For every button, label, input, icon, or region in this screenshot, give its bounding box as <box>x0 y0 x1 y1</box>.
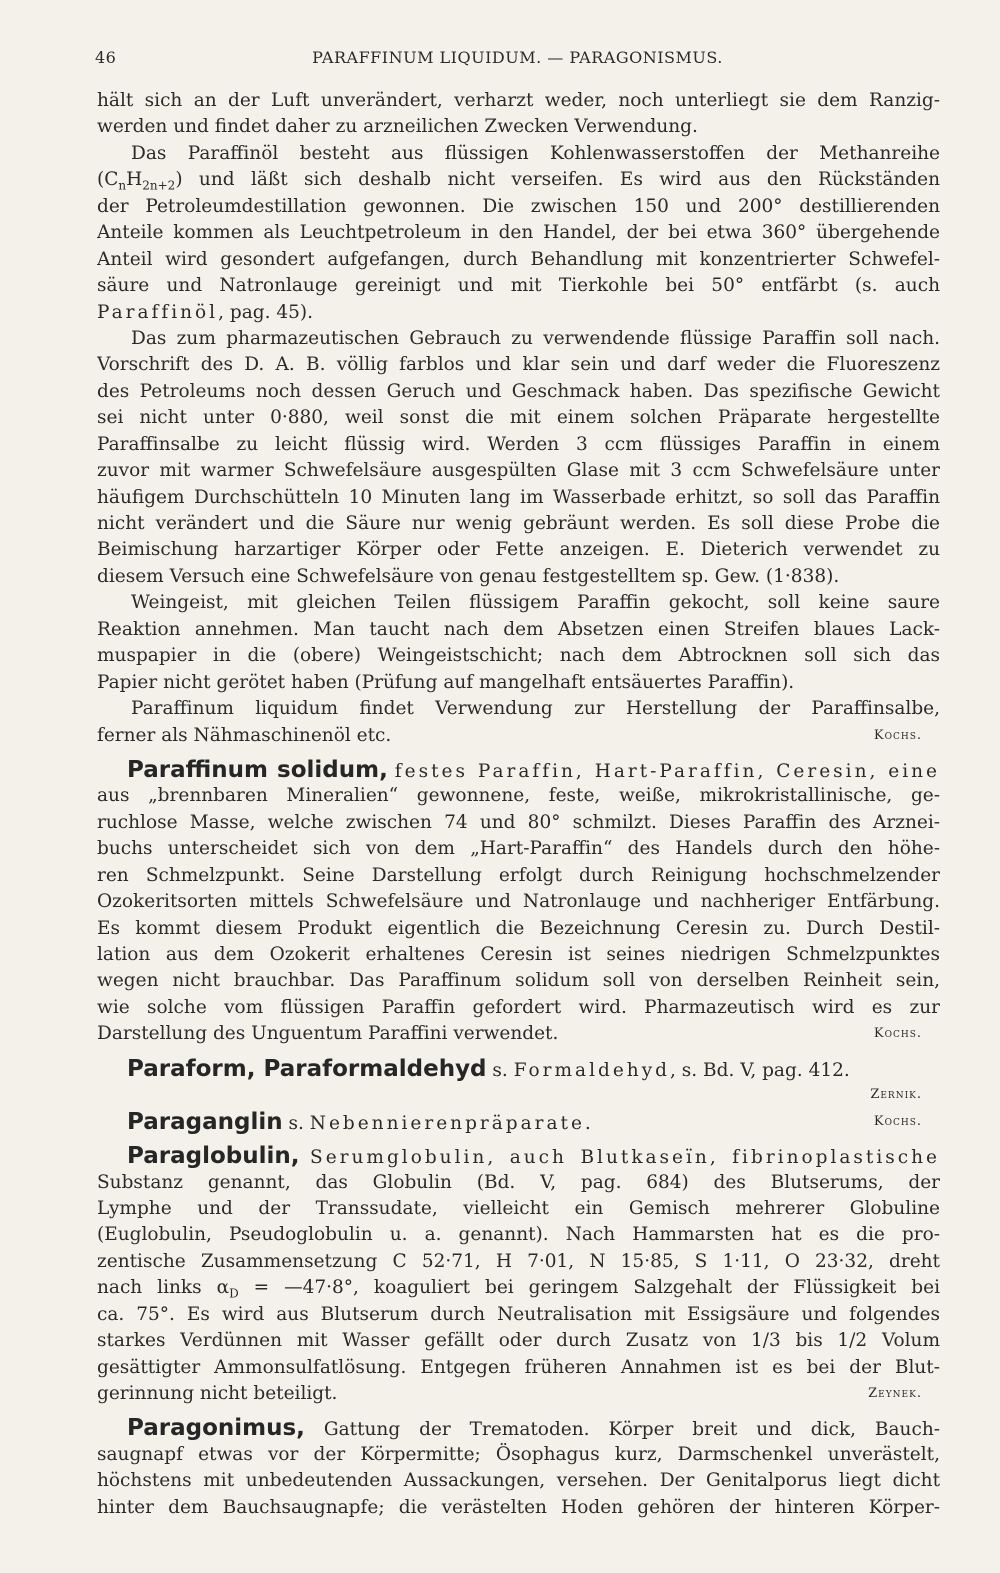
text-line: wie solche vom flüssigen Paraffin gefordert wird. Pharmazeutisch wird es zur <box>97 996 940 1018</box>
text-line: zuvor mit warmer Schwefelsäure ausgespülten Glase mit 3 ccm Schwefelsäure unter <box>97 460 940 482</box>
text-line <box>97 1381 940 1407</box>
entry-headline <box>97 1415 940 1441</box>
text-fragment: = —47·8°, koaguliert bei geringem Salzgehalt der Flüssigkeit bei <box>238 1277 940 1299</box>
text-line: Vorschrift des D. A. B. völlig farblos und klar sein und darf weder die Fluoreszenz <box>97 354 940 376</box>
entry-keyword: Paraform, Paraformaldehyd <box>127 1055 487 1082</box>
text-line: werden und findet daher zu arzneilichen Zwecken Verwendung. <box>97 116 698 138</box>
author-signature: Kochs. <box>873 1113 922 1129</box>
text-fragment: , pag. 45). <box>218 301 313 323</box>
text-line: buchs unterscheidet sich von dem „Hart-Paraffin“ des Handels durch den höhe- <box>97 838 940 860</box>
spacer <box>97 1048 940 1056</box>
text-line: Lymphe und der Transsudate, vielleicht ein Gemisch mehrerer Globuline <box>97 1197 940 1219</box>
text-line: ren Schmelzpunkt. Seine Darstellung erfolgt durch Reinigung hochschmelzender <box>97 864 940 886</box>
text-line: der Petroleumdestillation gewonnen. Die zwischen 150 und 200° destillierenden <box>97 195 940 217</box>
text-line: Das zum pharmazeutischen Gebrauch zu verwendende flüssige Paraffin soll nach. <box>131 327 940 349</box>
text-line <box>97 167 940 193</box>
text-fragment: nach links α <box>97 1277 230 1299</box>
text-line: Das Paraffinöl besteht aus flüssigen Kohlenwasserstoffen der Methanreihe <box>131 142 940 164</box>
entry-headline <box>97 1143 940 1169</box>
text-line: häufigem Durchschütteln 10 Minuten lang im Wasserbade erhitzt, so soll das Paraffin <box>97 486 940 508</box>
text-line: Anteile kommen als Leuchtpetroleum in den Handel, der bei etwa 360° übergehende <box>97 222 940 244</box>
spacer <box>97 749 940 757</box>
text-line: sei nicht unter 0·880, weil sonst die mit einem solchen Präparate hergestellte <box>97 407 940 429</box>
spacer <box>97 1407 940 1415</box>
entry-keyword: Paraffinum solidum, <box>127 756 388 783</box>
text-line: säure und Natronlauge gereinigt und mit Tierkohle bei 50° entfärbt (s. auch <box>97 275 940 297</box>
text-line: saugnapf etwas vor der Körpermitte; Ösophagus kurz, Darmschenkel unverästelt, <box>97 1443 940 1465</box>
text-line: muspapier in die (obere) Weingeistschicht; nach dem Abtrocknen soll sich das <box>97 645 940 667</box>
entry-headline <box>97 1056 940 1082</box>
text-line: Weingeist, mit gleichen Teilen flüssigem Paraffin gekocht, soll keine saure <box>131 592 940 614</box>
text-fragment: Serumglobulin, auch Blutkaseïn, fibrinoplastische <box>310 1147 940 1169</box>
text-fragment: , s. Bd. V, pag. 412. <box>669 1059 850 1081</box>
text-line: Reaktion annehmen. Man taucht nach dem Absetzen einen Streifen blaues Lack- <box>97 618 940 640</box>
text-line: gesättigter Ammonsulfatlösung. Entgegen früheren Annahmen ist es bei der Blut- <box>97 1356 940 1378</box>
formula-part: H <box>126 169 143 191</box>
text-line: lation aus dem Ozokerit erhaltenes Ceresin ist seines niedrigen Schmelzpunktes <box>97 944 940 965</box>
author-signature: Kochs. <box>873 1026 922 1042</box>
text-line: Beimischung harzartiger Körper oder Fette anzeigen. E. Dieterich verwendet zu <box>97 539 940 561</box>
text-line: Es kommt diesem Produkt eigentlich die Bezeichnung Ceresin zu. Durch Destil- <box>97 917 940 939</box>
author-signature: Zernik. <box>870 1087 922 1103</box>
text-line: ca. 75°. Es wird aus Blutserum durch Neutralisation mit Essigsäure und folgendes <box>97 1303 940 1325</box>
text-line: Paraffinum liquidum findet Verwendung zur Herstellung der Paraffinsalbe, <box>131 698 940 720</box>
spaced-term: Paraffinöl <box>97 301 219 323</box>
text-line: zentische Zusammensetzung C 52·71, H 7·01, N 15·85, S 1·11, O 23·32, dreht <box>97 1250 940 1272</box>
spacer <box>97 1135 940 1143</box>
spaced-term: Nebennierenpräparate <box>309 1112 585 1134</box>
text-fragment: s. <box>288 1112 310 1134</box>
text-line: Ozokeritsorten mittels Schwefelsäure und Natronlauge und nachheriger Entfärbung. <box>97 891 940 913</box>
text-fragment: s. <box>492 1059 514 1081</box>
formula-subscript: n <box>118 179 127 193</box>
running-header <box>95 48 940 74</box>
text-line: hinter dem Bauchsaugnapfe; die verästelten Hoden gehören der hinteren Körper- <box>97 1496 940 1518</box>
text-fragment: ferner als Nähmaschinenöl etc. <box>97 724 392 746</box>
text-line: diesem Versuch eine Schwefelsäure von genau festgestelltem sp. Gew. (1·838). <box>97 565 840 587</box>
text-line: hält sich an der Luft unverändert, verharzt weder, noch unterliegt sie dem Ranzig- <box>97 90 940 111</box>
formula-subscript: D <box>229 1286 239 1301</box>
text-fragment: gerinnung nicht beteiligt. <box>97 1383 338 1404</box>
page-number: 46 <box>95 48 117 67</box>
text-line: des Petroleums noch dessen Geruch und Geschmack haben. Das spezifische Gewicht <box>97 380 940 402</box>
formula-part: ) und läßt sich deshalb nicht verseifen. Es wird aus den Rückständen <box>175 169 940 191</box>
text-line: Paraffinsalbe zu leicht flüssig wird. Werden 3 ccm flüssiges Paraffin in einem <box>97 433 940 455</box>
text-line: nicht verändert und die Säure nur wenig gebräunt werden. Es soll diese Probe die <box>97 513 940 534</box>
text-fragment: Gattung der Trematoden. Körper breit und dick, Bauch- <box>323 1419 940 1441</box>
text-line: Anteil wird gesondert aufgefangen, durch Behandlung mit konzentrierter Schwefel- <box>97 248 940 270</box>
spaced-term: Formaldehyd <box>513 1059 670 1081</box>
text-line <box>97 1021 940 1047</box>
signature-line <box>97 1082 940 1108</box>
text-line: höchstens mit unbedeutenden Aussackungen, versehen. Der Genitalporus liegt dicht <box>97 1470 940 1492</box>
text-line: ruchlose Masse, welche zwischen 74 und 80° schmilzt. Dieses Paraffin des Arznei- <box>97 811 940 833</box>
text-line: starkes Verdünnen mit Wasser gefällt oder durch Zusatz von 1/3 bis 1/2 Volum <box>97 1330 940 1352</box>
entry-headline <box>97 757 940 783</box>
text-line: Substanz genannt, das Globulin (Bd. V, pag. 684) des Blutserums, der <box>97 1171 940 1193</box>
entry-keyword: Paragonimus, <box>127 1415 305 1442</box>
text-line: (Euglobulin, Pseudoglobulin u. a. genannt). Nach Hammarsten hat es die pro- <box>97 1224 940 1246</box>
text-fragment: festes Paraffin, Hart-Paraffin, Ceresin, eine <box>394 760 940 782</box>
article-body <box>97 88 940 1521</box>
text-line: Papier nicht gerötet haben (Prüfung auf mangelhaft entsäuertes Paraffin). <box>97 671 795 693</box>
entry-keyword: Paraganglin <box>127 1108 283 1135</box>
author-signature: Kochs. <box>873 727 922 743</box>
text-line <box>97 1275 940 1301</box>
text-fragment: Darstellung des Unguentum Paraffini verwendet. <box>97 1023 559 1045</box>
text-line <box>97 723 940 749</box>
running-title: PARAFFINUM LIQUIDUM. — PARAGONISMUS. <box>312 48 723 67</box>
formula-part: (C <box>97 169 119 191</box>
text-line <box>97 300 940 326</box>
entry-keyword: Paraglobulin, <box>127 1143 300 1170</box>
text-line: aus „brennbaren Mineralien“ gewonnene, feste, weiße, mikrokristallinische, ge- <box>97 785 940 807</box>
entry-headline <box>97 1109 940 1135</box>
author-signature: Zeynek. <box>868 1386 922 1401</box>
text-line: wegen nicht brauchbar. Das Paraffinum solidum soll von derselben Reinheit sein, <box>97 970 940 992</box>
text-fragment: . <box>584 1112 591 1134</box>
formula-subscript: 2n+2 <box>142 179 176 193</box>
